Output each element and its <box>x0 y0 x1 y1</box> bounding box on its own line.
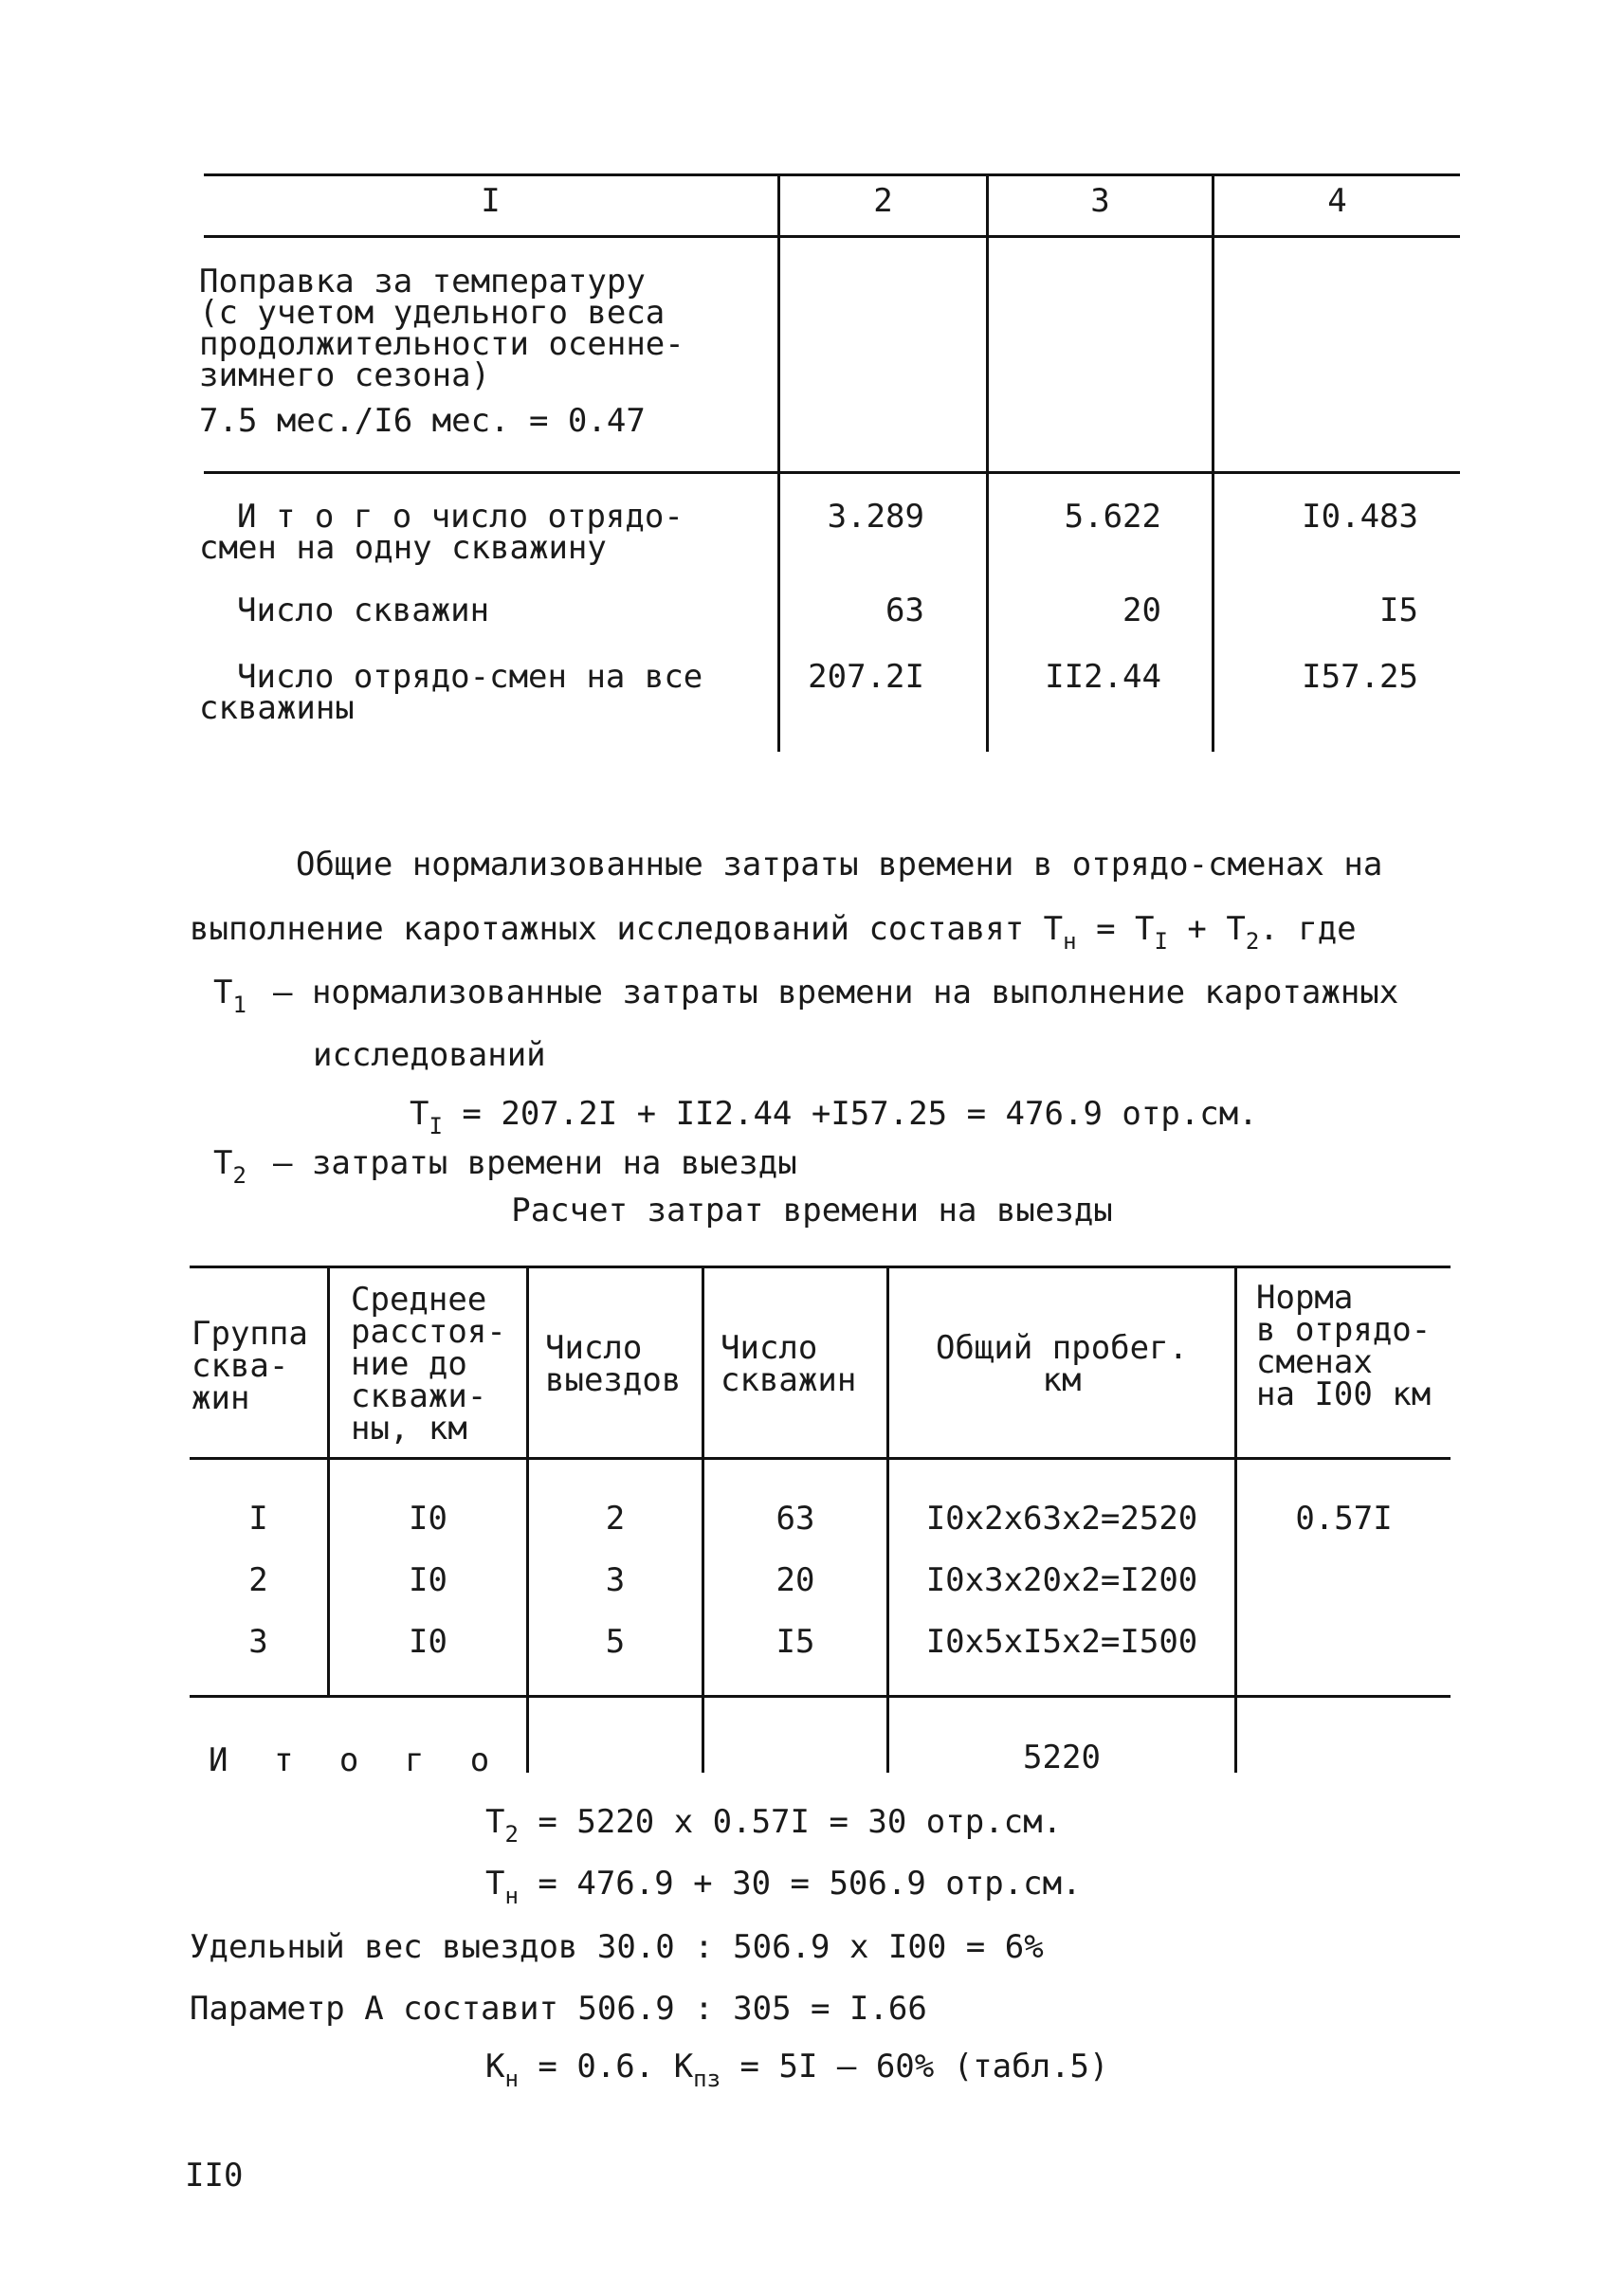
trips-share: Удельный вес выездов 30.0 : 506.9 x I00 = 6% <box>190 1928 1044 1966</box>
table-cell: 3 <box>248 1623 268 1661</box>
table-cell: I57.25 <box>1302 658 1418 696</box>
t1-equation: $Т_I = 207.2I + II2.44 +I57.25 = 476.9$ отр.см. <box>410 1095 1258 1139</box>
row-label: скважины <box>199 689 355 727</box>
paragraph-line: выполнение каротажных исследований составят $Т_н = Т_I + Т_2$. где <box>190 910 1357 955</box>
table-cell: I5 <box>776 1623 815 1661</box>
table-cell: 5.622 <box>1064 498 1161 536</box>
total-label: И т о г о <box>209 1741 503 1779</box>
table-cell: 2 <box>605 1500 626 1538</box>
column-header-3: 3 <box>1090 182 1110 220</box>
table-cell: I0x2x63x2=2520 <box>925 1500 1198 1538</box>
table-cell: 0.57I <box>1295 1500 1393 1538</box>
row-label: Число отрядо-смен на все <box>237 658 703 696</box>
row-label: И т о г о число отрядо- <box>237 498 684 536</box>
th-equation: $Т_н = 476.9 + 30 = 506.9$ отр.см. <box>485 1865 1082 1909</box>
t1-definition-cont: исследований <box>313 1036 546 1074</box>
table-cell: I <box>248 1500 268 1538</box>
table-cell: I0x3x20x2=I200 <box>925 1561 1198 1599</box>
t2-definition: – затраты времени на выезды <box>273 1144 797 1182</box>
table-cell: I0 <box>409 1623 447 1661</box>
t1-definition: – нормализованные затраты времени на выполнение каротажных <box>273 974 1399 1011</box>
row-label: смен на одну скважину <box>199 529 607 567</box>
t2-symbol: $Т_2$ <box>213 1144 246 1189</box>
table-cell: I0 <box>409 1500 447 1538</box>
correction-value: 7.5 мес./I6 мес. = 0.47 <box>199 402 646 440</box>
table-cell: II2.44 <box>1045 658 1161 696</box>
table-cell: 63 <box>776 1500 815 1538</box>
t2-equation: $Т_2 = 5220$ x 0.57I = 30 отр.см. <box>485 1803 1063 1848</box>
header-distance: Среднее расстоя- ние до скважи- ны, км <box>351 1281 506 1448</box>
table-cell: 3 <box>605 1561 626 1599</box>
header-group: Группа сква- жин <box>192 1315 308 1417</box>
table-cell: 20 <box>1122 592 1161 629</box>
row-label: Число скважин <box>237 592 490 629</box>
table-2-title: Расчет затрат времени на выезды <box>511 1192 1113 1229</box>
correction-line: зимнего сезона) <box>199 356 491 394</box>
correction-line: продолжительности осенне- <box>199 325 684 363</box>
table-cell: 20 <box>776 1561 815 1599</box>
table-cell: 5 <box>605 1623 626 1661</box>
table-cell: I0 <box>409 1561 447 1599</box>
column-header-1: I <box>481 182 501 220</box>
column-header-2: 2 <box>873 182 893 220</box>
t1-symbol: $Т_1$ <box>213 974 246 1018</box>
table-cell: 63 <box>885 592 924 629</box>
header-mileage: Общий пробег. км <box>935 1329 1189 1399</box>
table-cell: I0.483 <box>1302 498 1418 536</box>
paragraph-line: Общие нормализованные затраты времени в отрядо-сменах на <box>296 846 1383 883</box>
header-norm: Норма в отрядо- сменах на I00 км <box>1256 1279 1432 1413</box>
correction-line: (с учетом удельного веса <box>199 294 666 332</box>
page-number: II0 <box>185 2157 244 2195</box>
table-cell: 207.2I <box>808 658 924 696</box>
header-trips: Число выездов <box>545 1329 682 1399</box>
parameter-a: Параметр А составит 506.9 : 305 = I.66 <box>190 1990 927 2028</box>
header-wells: Число скважин <box>721 1329 857 1399</box>
table-cell: 2 <box>248 1561 268 1599</box>
column-header-4: 4 <box>1327 182 1347 220</box>
table-cell: I5 <box>1379 592 1418 629</box>
total-value: 5220 <box>1023 1739 1101 1776</box>
coefficients: $К_н = 0.6$. $К_{пз} = 5I - 60\%$ (табл.5) <box>485 2048 1109 2092</box>
table-cell: 3.289 <box>827 498 924 536</box>
table-cell: I0x5xI5x2=I500 <box>925 1623 1198 1661</box>
correction-line: Поправка за температуру <box>199 263 646 301</box>
